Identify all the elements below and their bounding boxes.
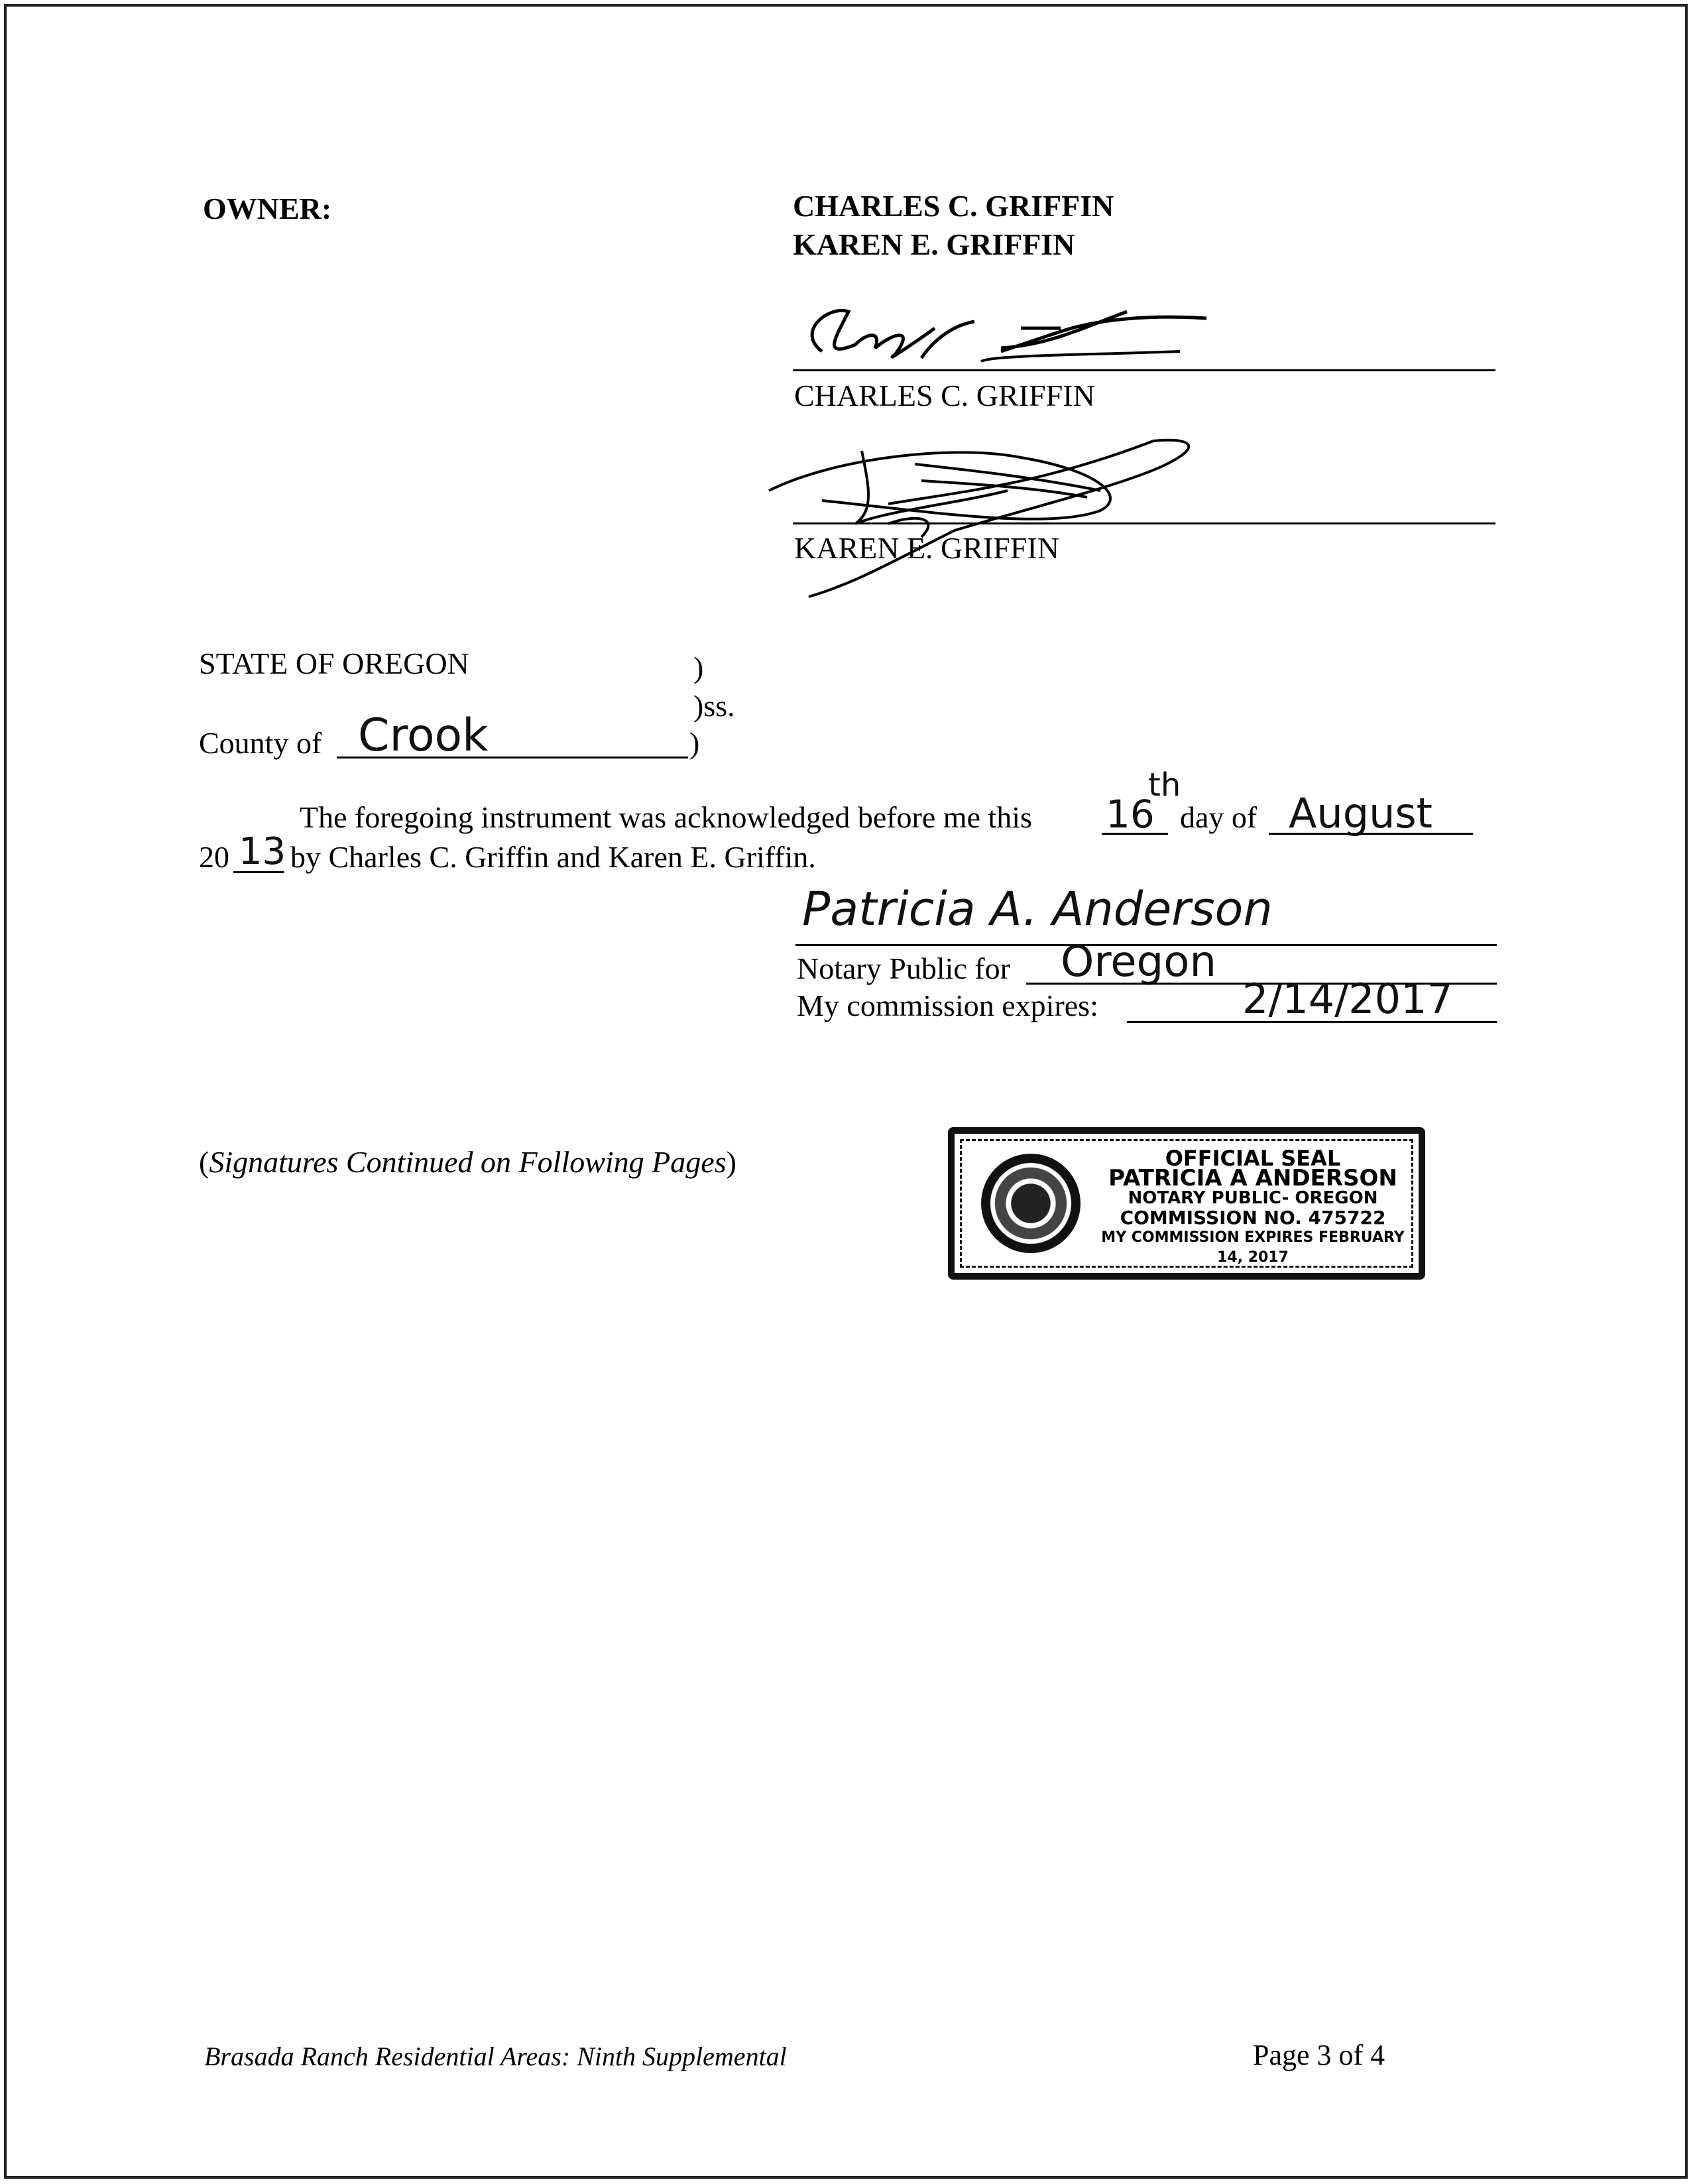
signature-printed-name-1: CHARLES C. GRIFFIN (794, 379, 1095, 412)
venue-paren-1: ) (693, 650, 704, 684)
owner-name-1: CHARLES C. GRIFFIN (793, 189, 1114, 223)
notary-seal-stamp (948, 1127, 1425, 1280)
notary-public-for-value: Oregon (1061, 938, 1216, 987)
ack-day-suffix: th (1148, 766, 1181, 804)
footer-document-title: Brasada Ranch Residential Areas: Ninth Supplemental (204, 2041, 787, 2071)
continued-note-open: ( (199, 1145, 209, 1179)
continued-note-close: ) (726, 1145, 736, 1179)
county-label: County of (199, 726, 322, 760)
continued-note-text: Signatures Continued on Following Pages (209, 1145, 727, 1179)
ack-day-line (1102, 833, 1168, 835)
ack-day-value: 16 (1106, 792, 1155, 837)
ack-day-of: day of (1180, 800, 1258, 834)
oregon-state-seal-icon (981, 1154, 1081, 1253)
venue-ss: )ss. (693, 689, 735, 723)
seal-line-1: OFFICIAL SEAL (1165, 1146, 1341, 1171)
seal-line-2: PATRICIA A ANDERSON (1108, 1165, 1397, 1191)
signature-line-2 (793, 522, 1495, 524)
ack-month-value: August (1289, 789, 1433, 837)
seal-text (1094, 1148, 1412, 1268)
notary-expires-label: My commission expires: (797, 989, 1098, 1022)
ack-month-line (1269, 833, 1473, 835)
notary-expires-value: 2/14/2017 (1242, 975, 1453, 1023)
ack-year-prefix: 20 (199, 840, 229, 874)
seal-line-3: NOTARY PUBLIC- OREGON (1128, 1188, 1378, 1208)
notary-public-for-label: Notary Public for (797, 951, 1010, 985)
signature-printed-name-2: KAREN E. GRIFFIN (794, 531, 1059, 565)
owner-label: OWNER: (203, 192, 332, 225)
county-line (337, 757, 688, 758)
owner-name-2: KAREN E. GRIFFIN (793, 227, 1075, 261)
notary-signature: Patricia A. Anderson (802, 882, 1273, 936)
seal-line-5: MY COMMISSION EXPIRES FEBRUARY 14, 2017 (1101, 1229, 1405, 1266)
continued-note (199, 1144, 736, 1180)
ack-year-line (233, 871, 284, 873)
ack-by-text: by Charles C. Griffin and Karen E. Griffin. (290, 840, 816, 874)
seal-line-4: COMMISSION NO. 475722 (1120, 1207, 1386, 1229)
signature-line-1 (793, 369, 1495, 371)
ack-text-before-day: The foregoing instrument was acknowledged before me this (300, 800, 1032, 834)
venue-paren-3: ) (689, 726, 700, 760)
notary-expires-line (1127, 1021, 1497, 1023)
county-value: Crook (358, 709, 489, 762)
karen-signature (756, 431, 1233, 603)
footer-page-label: Page 3 of 4 (1253, 2039, 1385, 2071)
state-label: STATE OF OREGON (199, 646, 469, 680)
ack-year-value: 13 (239, 830, 286, 873)
